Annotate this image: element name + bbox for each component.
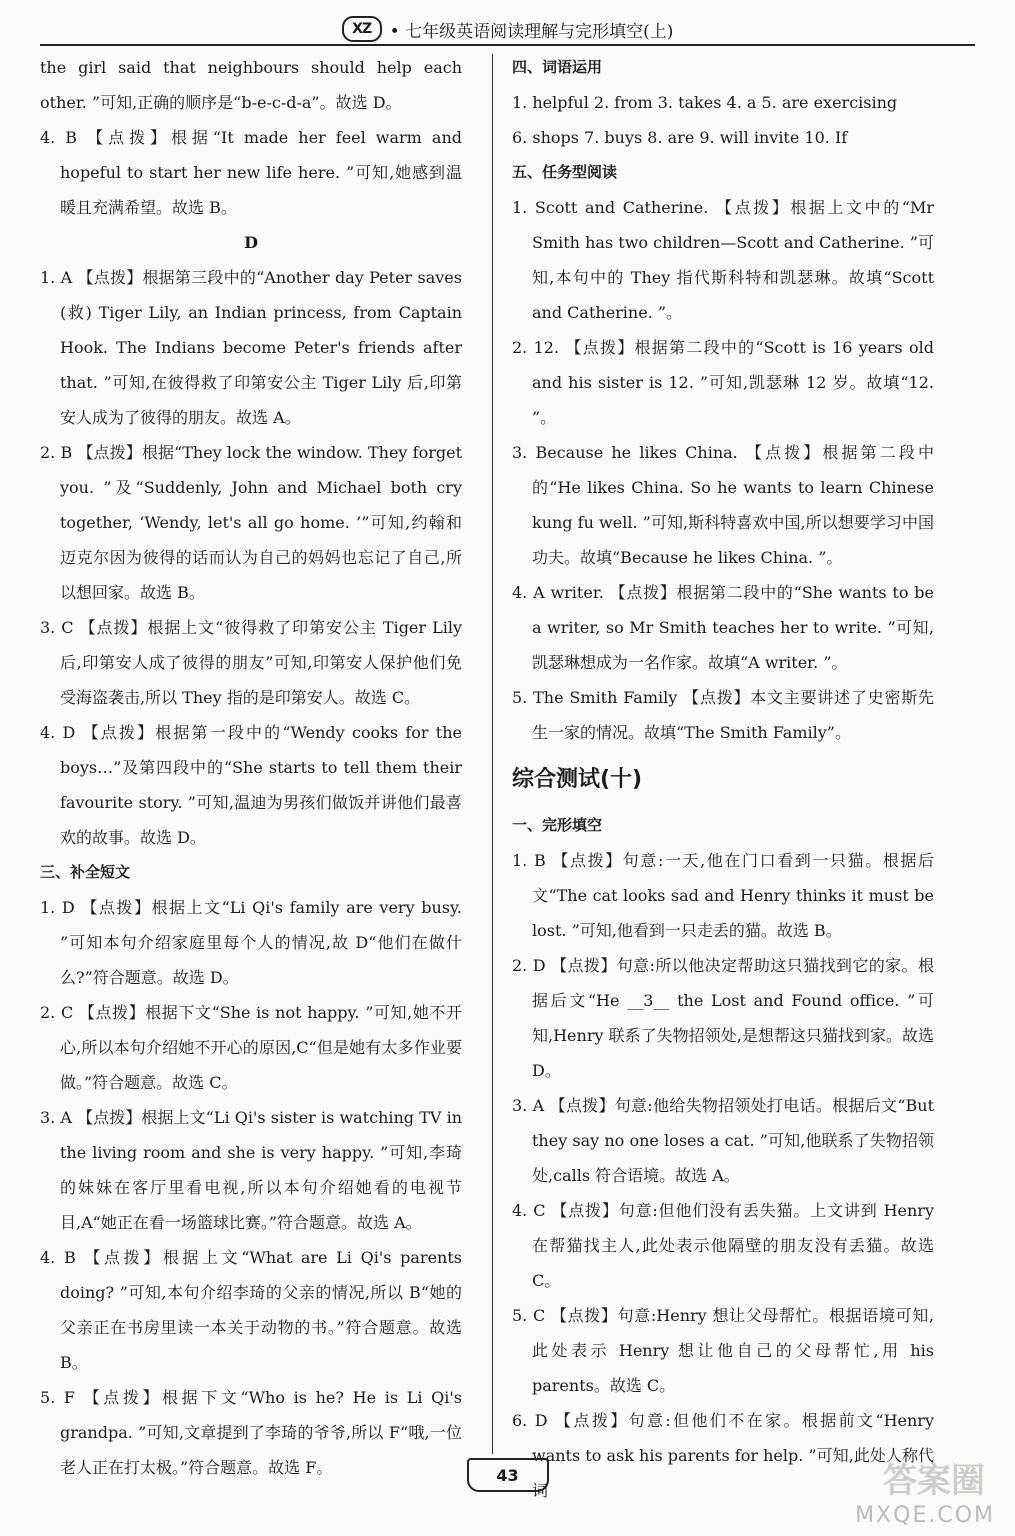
left-paragraph: 3. C 【点拨】根据上文“彼得救了印第安公主 Tiger Lily 后,印第安人成了彼得的朋友”可知,印第安人保护他们免受海盗袭击,所以 They 指的是印第安人。故选 C。 xyxy=(40,618,462,707)
watermark-logo: 答案圈 xyxy=(883,1461,985,1501)
left-paragraph: 4. B 【点拨】根据上文“What are Li Qi's parents doing? ”可知,本句介绍李琦的父亲的情况,所以 B“她的父亲正在书房里读一本关于动物的书。”符合题意。故选 B。 xyxy=(40,1248,462,1372)
right-paragraph: 1. Scott and Catherine. 【点拨】根据上文中的“Mr Smith has two children—Scott and Catherine. ”可知,本句中的 They 指代斯科特和凯瑟琳。故填“Scott and Catherine. ”。 xyxy=(512,198,934,322)
right-paragraph: 2. D 【点拨】句意:所以他决定帮助这只猫找到它的家。根据后文“He __3__ the Lost and Found office. ”可知,Henry 联系了失物招领处,是想帮这只猫找到家。故选 D。 xyxy=(512,956,934,1080)
left-paragraph: 3. A 【点拨】根据上文“Li Qi's sister is watching TV in the living room and she is very happy. ”可知,李琦的妹妹在客厅里看电视,所以本句介绍她看的电视节目,A“她正在看一场篮球比赛。”符合题意。故选 A。 xyxy=(40,1108,462,1232)
right-paragraph: 6. D 【点拨】句意:但他们不在家。根据前文“Henry wants to ask his parents for help. ”可知,此处人称代词 xyxy=(512,1411,934,1500)
left-paragraph: D xyxy=(244,233,258,252)
left-paragraph: 2. C 【点拨】根据下文“She is not happy. ”可知,她不开心,所以本句介绍她不开心的原因,C“但是她有太多作业要做。”符合题意。故选 C。 xyxy=(40,1003,462,1092)
right-paragraph: 1. B 【点拨】句意:一天,他在门口看到一只猫。根据后文“The cat looks sad and Henry thinks it must be lost. ”可知,他看到一只走丢的猫。故选 B。 xyxy=(512,851,934,940)
right-paragraph: 综合测试(十) xyxy=(512,767,643,792)
left-paragraph: 5. F 【点拨】根据下文“Who is he? He is Li Qi's grandpa. ”可知,文章提到了李琦的爷爷,所以 F“哦,一位老人正在打太极。”符合题意。故选 F。 xyxy=(40,1388,462,1477)
page-footer xyxy=(0,1455,1015,1495)
left-paragraph: 1. A 【点拨】根据第三段中的“Another day Peter saves (救) Tiger Lily, an Indian princess, from Captain Hook. The Indians become Peter's friends after that. ”可知,在彼得救了印第安公主 Tiger Lily 后,印第安人成为了彼得的朋友。故选 A。 xyxy=(40,268,462,427)
left-column xyxy=(40,50,462,1485)
right-paragraph: 五、任务型阅读 xyxy=(512,163,618,181)
right-paragraph: 4. A writer. 【点拨】根据第二段中的“She wants to be a writer, so Mr Smith teaches her to write. ”可知,凯瑟琳想成为一名作家。故填“A writer. ”。 xyxy=(512,583,934,672)
header-title: • 七年级英语阅读理解与完形填空(上) xyxy=(389,21,674,42)
brand-logo: XZ xyxy=(342,16,382,42)
right-column xyxy=(512,50,934,1508)
right-paragraph: 4. C 【点拨】句意:但他们没有丢失猫。上文讲到 Henry 在帮猫找主人,此处表示他隔壁的朋友没有丢猫。故选 C。 xyxy=(512,1201,934,1290)
right-paragraph: 2. 12. 【点拨】根据第二段中的“Scott is 16 years old and his sister is 12. ”可知,凯瑟琳 12 岁。故填“12. ”。 xyxy=(512,338,934,427)
page-header xyxy=(40,14,975,46)
right-paragraph: 5. C 【点拨】句意:Henry 想让父母帮忙。根据语境可知,此处表示 Henry 想让他自己的父母帮忙,用 his parents。故选 C。 xyxy=(512,1306,934,1395)
watermark-url: MXQE.COM xyxy=(855,1503,995,1528)
right-paragraph: 3. Because he likes China. 【点拨】根据第二段中的“He likes China. So he wants to learn Chinese kung fu well. ”可知,斯科特喜欢中国,所以想要学习中国功夫。故填“Because he likes China. ”。 xyxy=(512,443,934,567)
book-icon xyxy=(467,1458,549,1492)
right-paragraph: 3. A 【点拨】句意:他给失物招领处打电话。根据后文“But they say no one loses a cat. ”可知,他联系了失物招领处,calls 符合语境。故选 A。 xyxy=(512,1096,934,1185)
right-paragraph: 1. helpful 2. from 3. takes 4. a 5. are exercising xyxy=(512,93,898,112)
left-paragraph: 1. D 【点拨】根据上文“Li Qi's family are very busy. ”可知本句介绍家庭里每个人的情况,故 D“他们在做什么?”符合题意。故选 D。 xyxy=(40,898,462,987)
page-number: 43 xyxy=(496,1465,519,1485)
left-paragraph: 4. B 【点拨】根据“It made her feel warm and hopeful to start her new life here. ”可知,她感到温暖且充满希望。故选 B。 xyxy=(40,128,462,217)
left-paragraph: 2. B 【点拨】根据“They lock the window. They forget you. ”及“Suddenly, John and Michael both cry together, ‘Wendy, let's all go home. ’”可知,约翰和迈克尔因为彼得的话而认为自己的妈妈也忘记了自己,所以想回家。故选 B。 xyxy=(40,443,462,602)
right-paragraph: 四、词语运用 xyxy=(512,58,603,76)
left-paragraph: the girl said that neighbours should help each other. ”可知,正确的顺序是“b-e-c-d-a”。故选 D。 xyxy=(40,58,462,112)
right-paragraph: 6. shops 7. buys 8. are 9. will invite 10. If xyxy=(512,128,848,147)
column-divider xyxy=(492,54,493,1454)
right-paragraph: 一、完形填空 xyxy=(512,816,603,834)
right-paragraph: 5. The Smith Family 【点拨】本文主要讲述了史密斯先生一家的情况。故填“The Smith Family”。 xyxy=(512,688,934,742)
left-paragraph: 三、补全短文 xyxy=(40,863,131,881)
left-paragraph: 4. D 【点拨】根据第一段中的“Wendy cooks for the boys…”及第四段中的“She starts to tell them their favourite story. ”可知,温迪为男孩们做饭并讲他们最喜欢的故事。故选 D。 xyxy=(40,723,462,847)
